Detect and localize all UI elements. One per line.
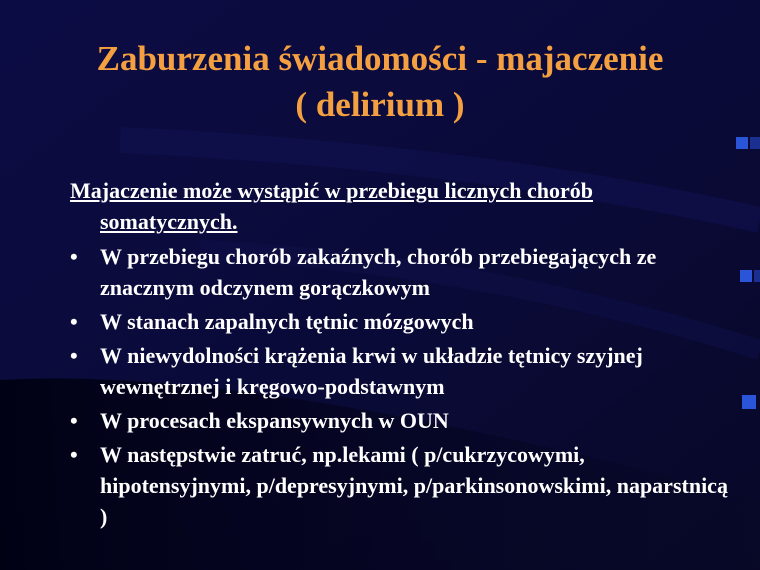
list-item	[70, 306, 730, 337]
bullet-icon: •	[70, 442, 78, 467]
bullet-icon: •	[70, 244, 78, 269]
list-item	[70, 405, 730, 436]
bullet-icon: •	[70, 343, 78, 368]
intro-text: Majaczenie może wystąpić w przebiegu licznych chorób somatycznych.	[70, 178, 593, 234]
slide-body	[70, 175, 730, 535]
list-item	[70, 241, 730, 303]
list-item-text: W następstwie zatruć, np.lekami ( p/cukrzycowymi, hipotensyjnymi, p/depresyjnymi, p/parkinsonowskimi, naparstnicą )	[100, 442, 728, 529]
list-item-text: W procesach ekspansywnych w OUN	[100, 408, 449, 433]
bullet-icon: •	[70, 309, 78, 334]
slide-title	[40, 36, 720, 128]
list-item-text: W stanach zapalnych tętnic mózgowych	[100, 309, 474, 334]
list-item-text: W niewydolności krążenia krwi w układzie tętnicy szyjnej wewnętrznej i kręgowo-podstawnym	[100, 343, 643, 399]
title-line-1: Zaburzenia świadomości - majaczenie	[96, 39, 664, 78]
list-item	[70, 340, 730, 402]
bullet-list	[70, 241, 730, 532]
title-line-2: ( delirium )	[295, 85, 465, 124]
list-item	[70, 439, 730, 532]
bullet-icon: •	[70, 408, 78, 433]
list-item-text: W przebiegu chorób zakaźnych, chorób przebiegających ze znacznym odczynem gorączkowym	[100, 244, 657, 300]
